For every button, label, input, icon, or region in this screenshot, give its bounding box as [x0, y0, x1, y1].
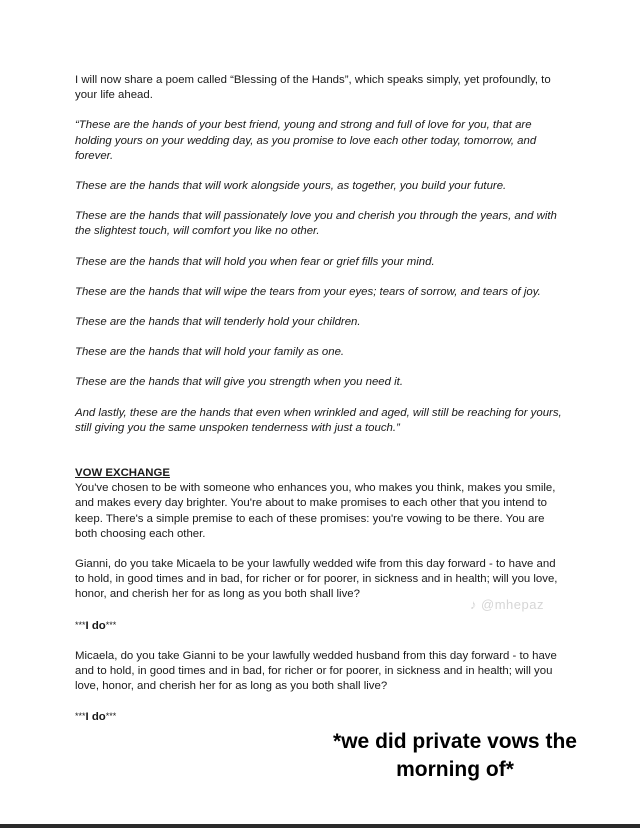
poem-stanza-2: These are the hands that will work alongside yours, as together, you build your future. [75, 180, 507, 193]
document-body [75, 73, 567, 726]
answer-word: I do [85, 711, 106, 724]
poem-stanza-1: “These are the hands of your best friend, young and strong and full of love for you, that are holding yours on your wedding day, as you promise to love each other today, tomorrow, and forever. [75, 119, 537, 162]
poem-stanza-4: These are the hands that will hold you when fear or grief fills your mind. [75, 255, 435, 268]
bottom-divider [0, 824, 640, 828]
poem-stanza-3: These are the hands that will passionately love you and cherish you through the years, and with the slightest touch, will comfort you like no other. [75, 210, 557, 238]
answer-i-do-2 [75, 709, 567, 725]
answer-stars-end: *** [105, 711, 117, 722]
watermark-text: @mhepaz [481, 597, 544, 612]
answer-stars: *** [75, 619, 86, 630]
answer-word: I do [85, 619, 106, 632]
vow-question-gianni: Gianni, do you take Micaela to be your lawfully wedded wife from this day forward - to have and to hold, in good times and in bad, for richer or for poorer, in sickness and in health; will you love, honor, and cherish her for as long as you both shall live? [75, 558, 558, 601]
intro-paragraph: I will now share a poem called “Blessing of the Hands”, which speaks simply, yet profoundly, to your life ahead. [75, 74, 551, 102]
overlay-caption: *we did private vows the morning of* [333, 730, 577, 781]
poem-stanza-7: These are the hands that will hold your family as one. [75, 346, 345, 359]
tiktok-icon: ♪ [470, 597, 477, 612]
vow-exchange-heading: VOW EXCHANGE [75, 467, 170, 480]
poem-stanza-9: And lastly, these are the hands that even when wrinkled and aged, will still be reaching for yours, still giving you the same unspoken tenderness with just a touch.” [75, 406, 562, 434]
vow-question-micaela: Micaela, do you take Gianni to be your lawfully wedded husband from this day forward - to have and to hold, in good times and in bad, for richer or for poorer, in sickness and in health; will you love, honor, and cherish her for as long as you both shall live? [75, 649, 557, 693]
answer-stars: *** [75, 711, 86, 722]
poem-stanza-8: These are the hands that will give you strength when you need it. [75, 376, 403, 389]
watermark [470, 597, 544, 612]
answer-i-do-1 [75, 618, 567, 634]
poem-stanza-6: These are the hands that will tenderly hold your children. [75, 316, 361, 329]
poem-stanza-5: These are the hands that will wipe the tears from your eyes; tears of sorrow, and tears of joy. [75, 285, 541, 298]
answer-stars-end: *** [105, 619, 117, 630]
vow-intro-paragraph: You've chosen to be with someone who enhances you, who makes you think, makes you smile, and makes every day brighter. You're about to make promises to each other that you intend to keep. There's a simple premise to each of these promises: you're vowing to be there. You are both choosing each other. [75, 482, 556, 540]
